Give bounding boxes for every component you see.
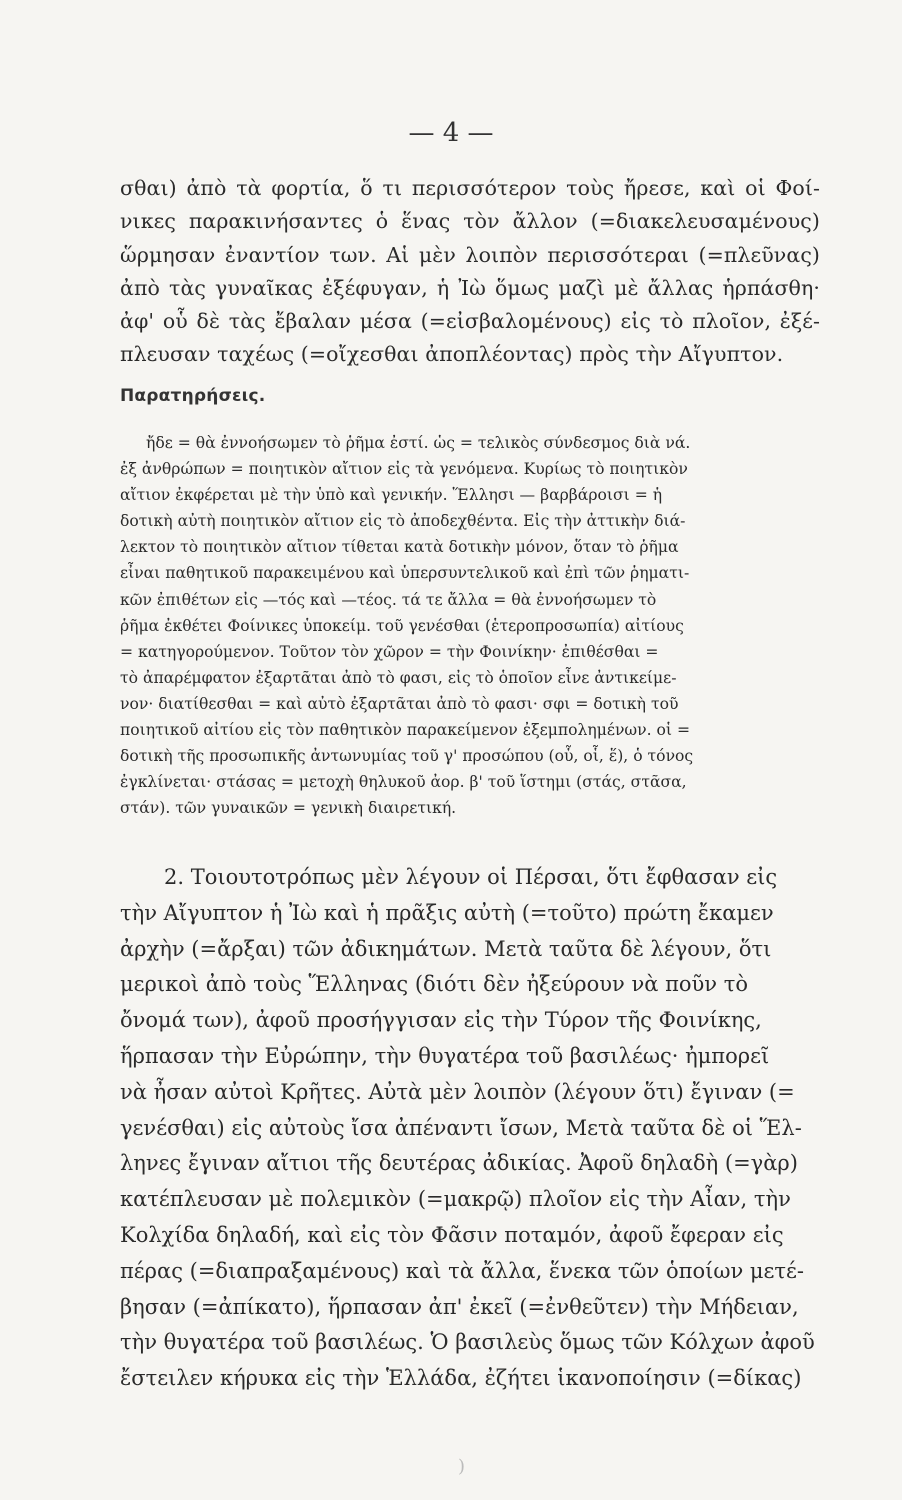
note-line: εἶναι παθητικοῦ παρακειμένου καὶ ὑπερσυντελικοῦ καὶ ἐπὶ τῶν ῥηματι-	[120, 564, 690, 583]
text-line: τὴν Αἴγυπτον ἡ Ἰὼ καὶ ἡ πρᾶξις αὐτὴ (=τοῦτο) πρώτη ἔκαμεν	[120, 900, 774, 925]
text-line: ἔστειλεν κήρυκα εἰς τὴν Ἑλλάδα, ἐζήτει ἱκανοποίησιν (=δίκας)	[120, 1366, 802, 1391]
text-line: ληνες ἔγιναν αἴτιοι τῆς δευτέρας ἀδικίας. Ἀφοῦ δηλαδὴ (=γὰρ)	[120, 1151, 798, 1176]
text-line: ἀρχὴν (=ἄρξαι) τῶν ἀδικημάτων. Μετὰ ταῦτα δὲ λέγουν, ὅτι	[120, 936, 772, 961]
text-line: ἀφ' οὗ δὲ τὰς ἔβαλαν μέσα (=εἰσβαλομένους) εἰς τὸ πλοῖον, ἐξέ-	[120, 309, 820, 334]
notes-block	[120, 430, 820, 821]
page-number: — 4 —	[408, 118, 494, 148]
text-line: νικες παρακινήσαντες ὁ ἕνας τὸν ἄλλον (=διακελευσαμένους)	[120, 209, 820, 234]
text-line: νὰ ἦσαν αὐτοὶ Κρῆτες. Αὐτὰ μὲν λοιπὸν (λέγουν ὅτι) ἔγιναν (=	[120, 1079, 795, 1104]
note-line: ποιητικοῦ αἰτίου εἰς τὸν παθητικὸν παρακείμενον ἐξεμπολημένων. οἱ =	[120, 721, 691, 740]
paragraph-2	[120, 860, 820, 1397]
note-line: στάν). τῶν γυναικῶν = γενικὴ διαιρετική.	[120, 799, 457, 818]
note-line: ἐξ ἀνθρώπων = ποιητικὸν αἴτιον εἰς τὰ γενόμενα. Κυρίως τὸ ποιητικὸν	[120, 460, 688, 479]
note-line: δοτικὴ τῆς προσωπικῆς ἀντωνυμίας τοῦ γ' προσώπου (οὗ, οἷ, ἕ), ὁ τόνος	[120, 747, 694, 766]
text-line: ἥρπασαν τὴν Εὐρώπην, τὴν θυγατέρα τοῦ βασιλέως· ἠμπορεῖ	[120, 1043, 770, 1068]
text-line: Κολχίδα δηλαδή, καὶ εἰς τὸν Φᾶσιν ποταμόν, ἀφοῦ ἔφεραν εἰς	[120, 1222, 784, 1247]
note-line: τὸ ἀπαρέμφατον ἐξαρτᾶται ἀπὸ τὸ φασι, εἰς τὸ ὁποῖον εἶνε ἀντικείμε-	[120, 668, 677, 687]
note-line: ῥῆμα ἐκθέτει Φοίνικες ὑποκείμ. τοῦ γενέσθαι (ἑτεροπροσωπία) αἰτίους	[120, 616, 684, 635]
text-line: βησαν (=ἀπίκατο), ἥρπασαν ἀπ' ἐκεῖ (=ἐνθεῦτεν) τὴν Μήδειαν,	[120, 1294, 799, 1319]
text-line: μερικοὶ ἀπὸ τοὺς Ἕλληνας (διότι δὲν ἠξεύρουν νὰ ποῦν τὸ	[120, 972, 748, 997]
text-line: σθαι) ἀπὸ τὰ φορτία, ὅ τι περισσότερον τοὺς ἤρεσε, καὶ οἱ Φοί-	[120, 176, 820, 200]
text-line: τὴν θυγατέρα τοῦ βασιλέως. Ὁ βασιλεὺς ὅμως τῶν Κόλχων ἀφοῦ	[120, 1330, 815, 1355]
notes-heading: Παρατηρήσεις.	[120, 386, 266, 406]
stray-mark: )	[458, 1456, 466, 1477]
note-line: νον· διατίθεσθαι = καὶ αὐτὸ ἐξαρτᾶται ἀπὸ τὸ φασι· σφι = δοτικὴ τοῦ	[120, 694, 679, 713]
note-line: λεκτον τὸ ποιητικὸν αἴτιον τίθεται κατὰ δοτικὴν μόνον, ὅταν τὸ ῥῆμα	[120, 538, 679, 557]
note-line: δοτικὴ αὐτὴ ποιητικὸν αἴτιον εἰς τὸ ἀποδεχθέντα. Εἰς τὴν ἀττικὴν διά-	[120, 512, 686, 531]
note-line: κῶν ἐπιθέτων εἰς —τός καὶ —τέος. τά τε ἄλλα = θὰ ἐννοήσωμεν τὸ	[120, 590, 657, 609]
paragraph-continuation	[120, 172, 820, 372]
text-line: ὄνομά των), ἀφοῦ προσήγγισαν εἰς τὴν Τύρον τῆς Φοινίκης,	[120, 1008, 762, 1033]
text-line: 2. Τοιουτοτρόπως μὲν λέγουν οἱ Πέρσαι, ὅτι ἔφθασαν εἰς	[164, 865, 778, 889]
note-line: = κατηγορούμενον. Τοῦτον τὸν χῶρον = τὴν Φοινίκην· ἐπιθέσθαι =	[120, 642, 659, 661]
text-line: ἀπὸ τὰς γυναῖκας ἐξέφυγαν, ἡ Ἰὼ ὅμως μαζὶ μὲ ἄλλας ἡρπάσθη·	[120, 275, 820, 300]
text-line: πέρας (=διαπραξαμένους) καὶ τὰ ἄλλα, ἕνεκα τῶν ὁποίων μετέ-	[120, 1258, 805, 1283]
note-line: ἤδε = θὰ ἐννοήσωμεν τὸ ῥῆμα ἐστί. ὡς = τελικὸς σύνδεσμος διὰ νά.	[146, 434, 691, 452]
text-line: πλευσαν ταχέως (=οἴχεσθαι ἀποπλέοντας) πρὸς τὴν Αἴγυπτον.	[120, 342, 784, 367]
text-line: ὥρμησαν ἐναντίον των. Αἱ μὲν λοιπὸν περισσότεραι (=πλεῦνας)	[120, 242, 820, 267]
note-line: ἐγκλίνεται· στάσας = μετοχὴ θηλυκοῦ ἀορ. β' τοῦ ἵστημι (στάς, στᾶσα,	[120, 773, 687, 792]
text-line: κατέπλευσαν μὲ πολεμικὸν (=μακρῷ) πλοῖον εἰς τὴν Αἶαν, τὴν	[120, 1187, 791, 1212]
text-line: γενέσθαι) εἰς αὐτοὺς ἴσα ἀπέναντι ἴσων, Μετὰ ταῦτα δὲ οἱ Ἕλ-	[120, 1115, 802, 1140]
note-line: αἴτιον ἐκφέρεται μὲ τὴν ὑπὸ καὶ γενικήν. Ἕλλησι — βαρβάροισι = ἡ	[120, 486, 663, 505]
